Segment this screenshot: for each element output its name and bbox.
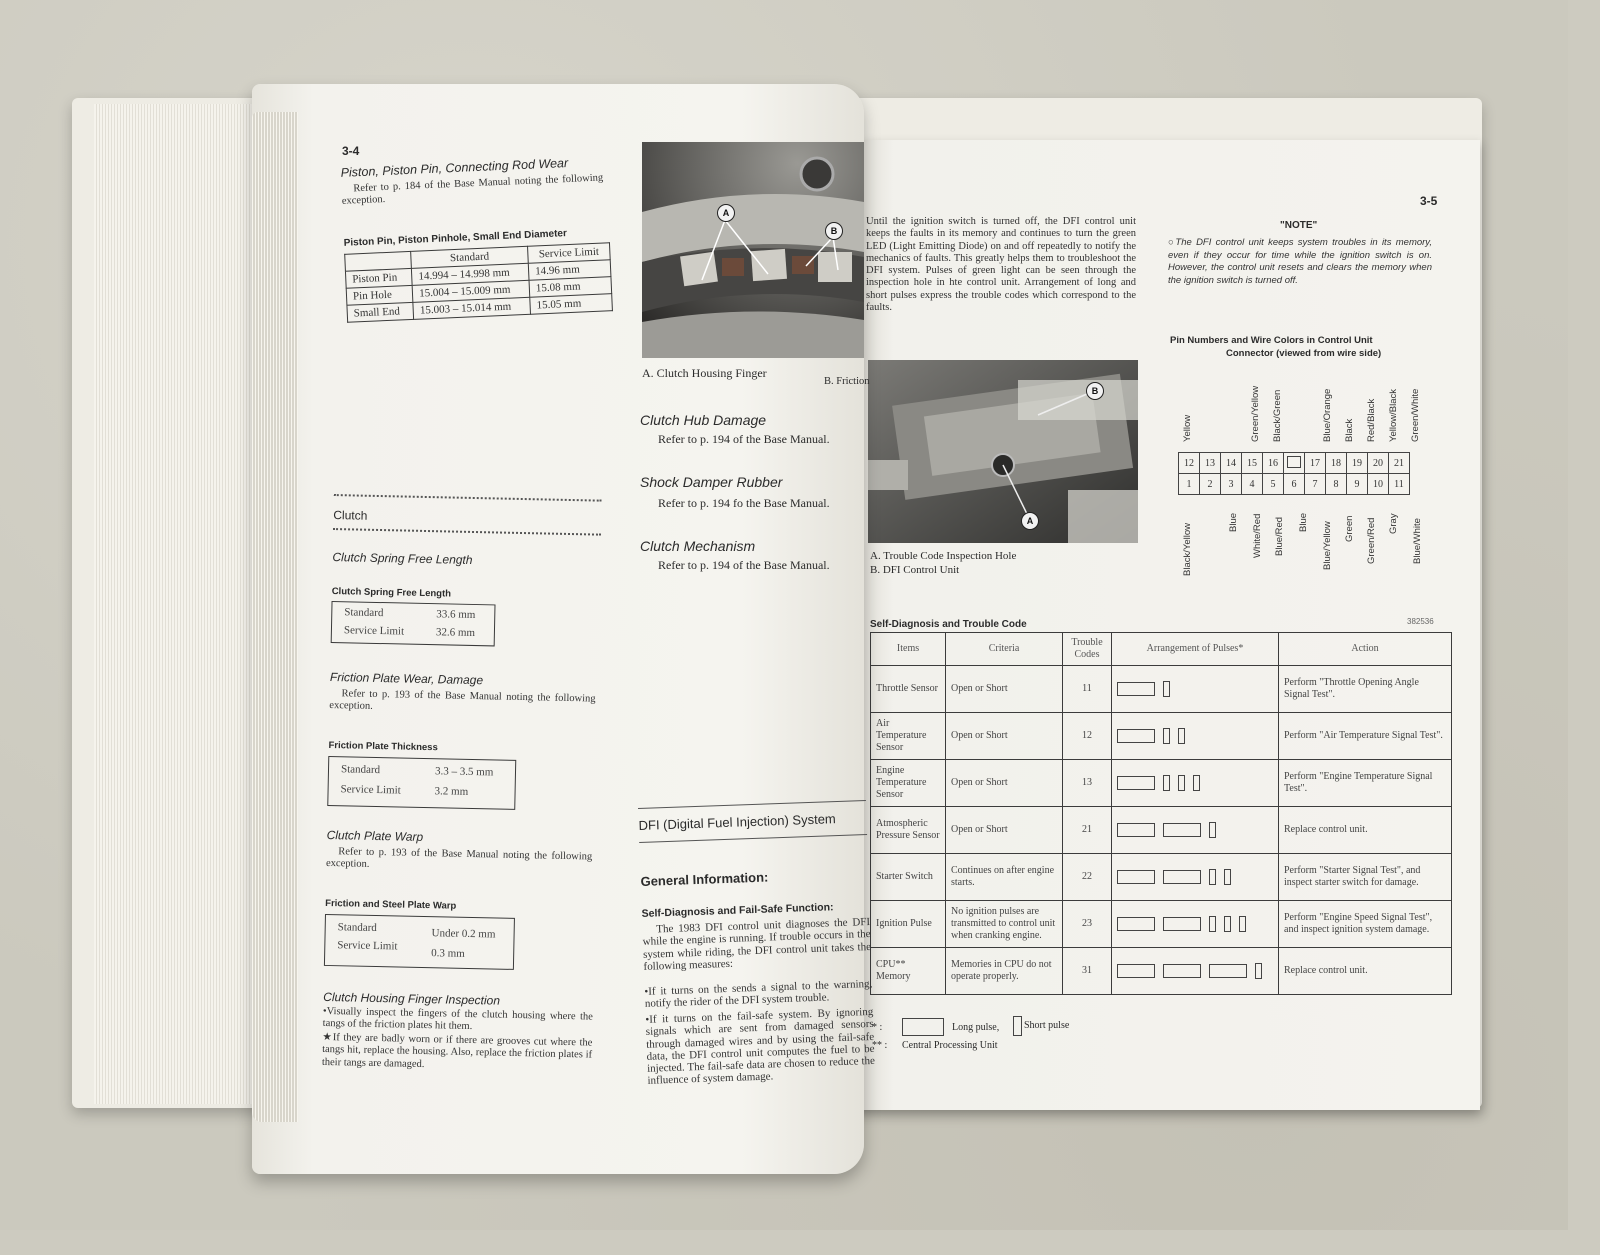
trouble-code-cell: 23 [1063,901,1112,948]
legend-long: Long pulse, [952,1022,1000,1033]
pulse-sequence [1117,681,1273,697]
pulse-arrangement-cell [1112,666,1279,713]
photo-callout-a: A [1021,512,1039,530]
short-pulse [1193,775,1200,791]
table-header-cell: Service Limit [528,243,611,264]
spring-heading: Clutch Spring Free Length [332,550,473,567]
trouble-code-cell: 13 [1063,760,1112,807]
wire-label-7: Blue/Yellow [1322,521,1333,570]
pin: 10 [1368,474,1389,495]
piston-table-title: Piston Pin, Piston Pinhole, Small End Diameter [343,228,568,249]
trouble-action-cell: Perform "Starter Signal Test", and inspect starter switch for damage. [1279,854,1452,901]
spec-value: 32.6 mm [435,626,476,640]
trouble-code-cell: 21 [1063,807,1112,854]
short-pulse [1224,916,1231,932]
short-pulse [1178,728,1185,744]
pin: 12 [1179,453,1200,474]
pin: 1 [1179,474,1200,495]
photo-callout-b: B [825,222,843,240]
pin: 2 [1200,474,1221,495]
trouble-criteria-cell: Open or Short [946,713,1063,760]
spec-label: Service Limit [340,783,401,797]
long-pulse [1117,823,1155,837]
warp-heading: Clutch Plate Warp [326,827,424,844]
trouble-item-cell: CPU** Memory [871,948,946,995]
pin: 16 [1263,453,1284,474]
short-pulse-symbol [1013,1016,1022,1036]
pulse-sequence [1117,822,1273,838]
spec-label: Standard [344,606,384,620]
trouble-criteria-cell: Open or Short [946,760,1063,807]
pin: 6 [1284,474,1305,495]
trouble-action-cell: Perform "Throttle Opening Angle Signal Test". [1279,666,1452,713]
long-pulse [1163,964,1201,978]
trouble-item-cell: Throttle Sensor [871,666,946,713]
table-row [871,666,1452,713]
note-title: "NOTE" [1280,220,1318,231]
damper-body: Refer to p. 194 fo the Base Manual. [658,496,830,510]
pulse-arrangement-cell [1112,948,1279,995]
photo-caption-a: A. Clutch Housing Finger [642,366,767,380]
wire-label-3: Blue [1228,512,1239,532]
short-pulse [1209,916,1216,932]
photo-caption-b: B. DFI Control Unit [870,564,960,576]
table-row [871,948,1452,995]
dfi-rule-top [638,800,866,809]
connector-pin-table [1178,452,1410,495]
wire-label-8: Green [1344,515,1355,542]
table-row [871,713,1452,760]
photo-callout-b: B [1086,382,1104,400]
long-pulse [1163,870,1201,884]
spring-spec-box [331,601,496,646]
trouble-code-cell: 11 [1063,666,1112,713]
trouble-table-title: Self-Diagnosis and Trouble Code [870,619,1027,630]
trouble-item-cell: Atmospheric Pressure Sensor [871,807,946,854]
long-pulse [1117,729,1155,743]
legend-cpu: Central Processing Unit [902,1040,998,1051]
table-cell: Pin Hole [346,285,413,305]
table-cell: 15.08 mm [529,277,612,298]
dfi-control-unit-photo [868,360,1138,543]
header-items: Items [871,633,946,666]
trouble-action-cell: Perform "Air Temperature Signal Test". [1279,713,1452,760]
wire-label-21: Green/White [1410,388,1421,442]
legend-short: Short pulse [1024,1020,1070,1031]
long-pulse [1163,917,1201,931]
pulse-sequence [1117,916,1273,932]
trouble-criteria-cell: Memories in CPU do not operate properly. [946,948,1063,995]
connector-bottom-row [1179,474,1410,495]
dfi-body: The 1983 DFI control unit diagnoses the DFI while the engine is running. If trouble occurs in the system while riding, the DFI control unit takes the following measures: [642,915,872,973]
finger-bullet-2: ★If they are badly worn or if there are grooves cut where the tangs hit, replace the housing. Also, replace the friction plates if their tangs are damaged. [321,1031,593,1070]
mechanism-heading: Clutch Mechanism [640,538,756,554]
short-pulse [1163,681,1170,697]
warp-body: Refer to p. 193 of the Base Manual noting the following exception. [325,846,593,871]
pulse-sequence [1117,963,1273,979]
warp-spec-box [324,914,515,970]
long-pulse [1117,682,1155,696]
page-number-right: 3-5 [1420,194,1438,208]
trouble-item-cell: Ignition Pulse [871,901,946,948]
table-cell: 15.004 – 15.009 mm [412,280,529,302]
pulse-arrangement-cell [1112,760,1279,807]
connector-title-1: Pin Numbers and Wire Colors in Control Unit [1170,335,1373,346]
mechanism-body: Refer to p. 194 of the Base Manual. [658,558,830,572]
figure-number: 382536 [1407,617,1434,626]
header-criteria: Criteria [946,633,1063,666]
trouble-criteria-cell: Open or Short [946,807,1063,854]
trouble-code-cell: 22 [1063,854,1112,901]
wire-label-17: Blue/Orange [1322,388,1333,442]
trouble-table-header [871,633,1452,666]
trouble-code-cell: 31 [1063,948,1112,995]
spec-value: 33.6 mm [436,608,476,622]
piston-spec-table [344,242,613,323]
pulse-arrangement-cell [1112,854,1279,901]
wire-label-12: Yellow [1182,414,1193,442]
piston-body: Refer to p. 184 of the Base Manual noting the following exception. [341,172,604,208]
header-action: Action [1279,633,1452,666]
legend-dstar: ** : [872,1040,888,1051]
divider-dots [333,528,601,536]
connector-key [1284,453,1305,474]
page-number-left: 3-4 [342,144,360,158]
photo-callout-a: A [717,204,735,222]
wire-label-19: Red/Black [1366,398,1377,442]
wire-label-18: Black [1344,418,1355,442]
table-row [871,807,1452,854]
intro-paragraph: Until the ignition switch is turned off, the DFI control unit keeps the faults in its memory and continues to turn the green LED (Light Emitting Diode) on and off repeatedly to notify the mechanics of faults. This greatly helps them to troubleshoot the DFI system. Pulses of green light can be seen through the inspection hole in hte control unit. Arrangement of long and short pulses express the trouble codes which correspond to the faults. [866,216,1136,314]
friction-heading: Friction Plate Wear, Damage [329,670,484,688]
trouble-item-cell: Air Temperature Sensor [871,713,946,760]
wire-label-16: Black/Green [1272,389,1283,442]
pin: 15 [1242,453,1263,474]
legend-star: * : [872,1022,883,1033]
table-row [871,901,1452,948]
damper-heading: Shock Damper Rubber [640,474,783,490]
left-column-lower [317,484,622,1210]
friction-table-title: Friction Plate Thickness [328,739,438,754]
pin: 3 [1221,474,1242,495]
wire-label-1: Black/Yellow [1182,523,1193,576]
finger-heading: Clutch Housing Finger Inspection [323,989,501,1008]
spec-value: 0.3 mm [431,947,465,960]
trouble-criteria-cell: Continues on after engine starts. [946,854,1063,901]
wire-label-5: Blue/Red [1274,516,1285,556]
note-body: ○The DFI control unit keeps system troubles in its memory, even if they occur for time while the ignition switch is on. However, the control unit resets and clears the memory when the ignition switch is turned off. [1168,237,1432,286]
spec-label: Service Limit [343,624,405,638]
long-pulse [1117,776,1155,790]
pin: 20 [1368,453,1389,474]
friction-body: Refer to p. 193 of the Base Manual noting the following exception. [329,688,596,713]
trouble-code-cell: 12 [1063,713,1112,760]
table-row [871,854,1452,901]
spec-label: Standard [337,921,377,935]
spec-value: 3.2 mm [434,785,469,798]
table-row [871,760,1452,807]
long-pulse [1117,870,1155,884]
pin: 7 [1305,474,1326,495]
pulse-arrangement-cell [1112,807,1279,854]
pin: 21 [1389,453,1410,474]
pulse-sequence [1117,775,1273,791]
short-pulse [1163,728,1170,744]
trouble-item-cell: Starter Switch [871,854,946,901]
wire-label-9: Green/Red [1366,517,1377,564]
photo-caption-a: A. Trouble Code Inspection Hole [870,550,1017,562]
header-codes: Trouble Codes [1063,633,1112,666]
short-pulse [1209,869,1216,885]
long-pulse-symbol [902,1018,944,1036]
wire-label-6: Blue [1298,512,1309,532]
photo-caption-b: B. Friction [824,376,870,387]
table-cell: 14.994 – 14.998 mm [412,263,529,285]
pin: 17 [1305,453,1326,474]
trouble-criteria-cell: No ignition pulses are transmitted to control unit when cranking engine. [946,901,1063,948]
short-pulse [1224,869,1231,885]
trouble-criteria-cell: Open or Short [946,666,1063,713]
wire-label-15: Green/Yellow [1250,385,1261,442]
table-cell: 15.05 mm [530,294,613,315]
trouble-action-cell: Replace control unit. [1279,948,1452,995]
friction-spec-box [327,756,516,810]
spec-value: Under 0.2 mm [431,927,496,941]
pin: 13 [1200,453,1221,474]
pin: 19 [1347,453,1368,474]
long-pulse [1117,964,1155,978]
dfi-bullet-2: •If it turns on the fail-safe system. By ignoring signals which are sent from damaged sensors through damaged wires and by using the fail-safe data, the DFI control unit computes the fuel to be injected. The fail-safe data are chosen to reduce the influence of system damage. [645,1005,876,1088]
left-page [252,84,876,1174]
divider-dots [334,494,602,502]
pin: 5 [1263,474,1284,495]
pulse-arrangement-cell [1112,901,1279,948]
warp-table-title: Friction and Steel Plate Warp [325,897,457,912]
dfi-section-title: DFI (Digital Fuel Injection) System [638,811,836,833]
short-pulse [1239,916,1246,932]
wire-label-11: Blue/White [1412,518,1423,564]
trouble-action-cell: Perform "Engine Temperature Signal Test". [1279,760,1452,807]
dfi-bullet-1: •If it turns on the sends a signal to the warning, notify the rider of the DFI system trouble. [644,977,873,1011]
dfi-rule-bottom [639,834,867,843]
hub-body: Refer to p. 194 of the Base Manual. [658,432,830,446]
clutch-housing-photo [642,142,864,358]
spec-value: 3.3 – 3.5 mm [434,765,494,779]
long-pulse [1163,823,1201,837]
left-page-stack-edge [252,112,298,1122]
pin: 4 [1242,474,1263,495]
trouble-action-cell: Replace control unit. [1279,807,1452,854]
pulse-arrangement-cell [1112,713,1279,760]
table-cell: 15.003 – 15.014 mm [413,297,530,319]
header-pulses: Arrangement of Pulses* [1112,633,1279,666]
pin: 9 [1347,474,1368,495]
connector-top-row [1179,453,1410,474]
wire-label-4: White/Red [1252,513,1263,558]
short-pulse [1209,822,1216,838]
table-cell: 14.96 mm [528,260,611,281]
dfi-section [638,800,878,1108]
right-page [856,140,1480,1110]
spec-label: Standard [340,763,381,777]
long-pulse [1117,917,1155,931]
long-pulse [1209,964,1247,978]
wire-label-20: Yellow/Black [1388,389,1399,442]
clutch-section-header: Clutch [333,508,368,523]
pulse-sequence [1117,869,1273,885]
trouble-code-table [870,632,1452,995]
table-cell: Piston Pin [345,268,412,288]
table-header-cell: Standard [411,246,528,268]
connector-title-2: Connector (viewed from wire side) [1226,348,1382,359]
dfi-general-heading: General Information: [640,869,769,889]
trouble-item-cell: Engine Temperature Sensor [871,760,946,807]
trouble-action-cell: Perform "Engine Speed Signal Test", and inspect ignition system damage. [1279,901,1452,948]
dfi-subheading: Self-Diagnosis and Fail-Safe Function: [641,901,834,920]
pulse-sequence [1117,728,1273,744]
clutch-subsections [640,408,862,588]
spec-label: Service Limit [337,939,398,953]
pin: 18 [1326,453,1347,474]
table-cell: Small End [347,302,414,322]
pin: 8 [1326,474,1347,495]
short-pulse [1163,775,1170,791]
short-pulse [1178,775,1185,791]
pin: 11 [1389,474,1410,495]
piston-heading: Piston, Piston Pin, Connecting Rod Wear [340,155,569,180]
short-pulse [1255,963,1262,979]
finger-bullet-1: •Visually inspect the fingers of the clutch housing where the tangs of the friction plates hit them. [322,1005,594,1033]
spring-table-title: Clutch Spring Free Length [331,586,452,600]
hub-heading: Clutch Hub Damage [640,412,767,428]
wire-label-10: Gray [1388,513,1399,534]
pin: 14 [1221,453,1242,474]
